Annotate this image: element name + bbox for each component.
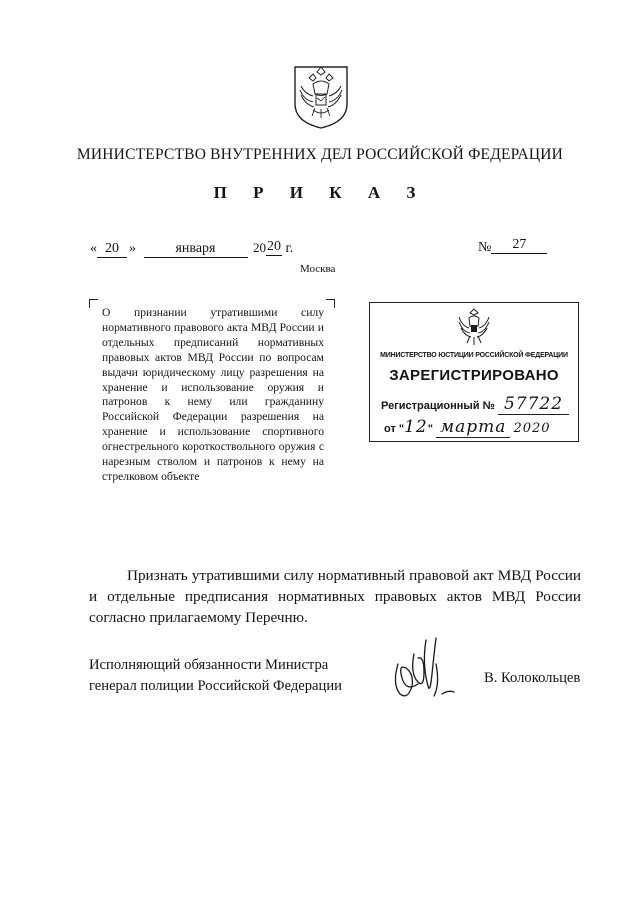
date-day: 20	[97, 241, 127, 258]
document-title: О признании утратившими силу нормативного правового акта МВД России и отдельных предписаний нормативных правовых актов МВД России по вопросам выдачи юридическому лицу разрешения на хранение и использование оружия и патронов к нему или гражданину Российской Федерации разрешения на хранение и использование спортивного огнестрельного короткоствольного оружия с нарезным стволом и патронов к нему на стрелковом объекте	[102, 306, 324, 483]
stamp-date-sep: "	[427, 423, 433, 435]
order-number	[478, 237, 547, 257]
stamp-reg-number: 57722	[498, 394, 569, 415]
stamp-date-month: марта	[436, 417, 510, 438]
date-close-quote: »	[129, 241, 136, 256]
registration-stamp	[369, 302, 579, 442]
stamp-reg-label: Регистрационный №	[381, 400, 495, 412]
stamp-eagle-icon	[456, 308, 492, 346]
date-year-mark: г.	[285, 241, 294, 256]
stamp-date-prefix: от "	[384, 423, 405, 435]
ministry-name: МИНИСТЕРСТВО ВНУТРЕННИХ ДЕЛ РОССИЙСКОЙ ФЕДЕРАЦИИ	[76, 146, 564, 163]
date-year-prefix: 20	[253, 240, 266, 255]
order-title: П Р И К А З	[213, 183, 427, 202]
handwritten-signature	[384, 634, 460, 706]
stamp-date-day: 12	[404, 417, 428, 437]
stamp-registered: ЗАРЕГИСТРИРОВАНО	[389, 367, 559, 384]
stamp-ministry: МИНИСТЕРСТВО ЮСТИЦИИ РОССИЙСКОЙ ФЕДЕРАЦИИ	[380, 350, 568, 359]
signer-name: В. Колокольцев	[484, 670, 581, 686]
coat-of-arms-emblem	[291, 64, 351, 130]
stamp-registration-line	[381, 394, 569, 414]
stamp-date-line	[384, 417, 551, 437]
signer-position-line1: Исполняющий обязанности Министра	[89, 657, 329, 673]
signer-position	[89, 655, 342, 697]
title-corner-right	[326, 299, 335, 308]
city: Москва	[300, 263, 336, 275]
number-label: №	[478, 240, 492, 255]
order-date	[90, 240, 293, 258]
date-open-quote: «	[90, 241, 97, 256]
date-year-suffix: 20	[267, 239, 281, 254]
signer-position-line2: генерал полиции Российской Федерации	[89, 678, 342, 694]
stamp-date-year: 2020	[513, 421, 551, 436]
date-month: января	[144, 241, 248, 258]
order-body-text: Признать утратившими силу нормативный правовой акт МВД России и отдельные предписания нормативных правовых актов МВД России согласно прилагаемому Перечню.	[89, 567, 581, 626]
title-corner-left	[89, 299, 98, 308]
number-value: 27	[491, 237, 547, 254]
